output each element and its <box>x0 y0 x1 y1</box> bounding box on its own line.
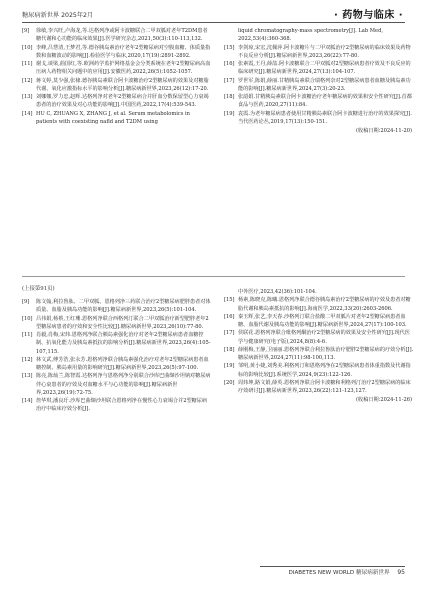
reference-number: [9] <box>22 28 30 34</box>
reference-number: [17] <box>224 330 235 337</box>
reference-text: 徐敏,李兴旺,卢海龙,等.达格列净或阿卡波糖联合二甲双胍对老年T2DM患者糖代谢和心功能的临床效果[J].医学研究杂志,2021,50(3):110-113,132. <box>36 28 208 43</box>
reference-text: HU C, ZHUANG X, ZHANG J, et al. Serum metabolomics in patients with coexisting nafld and T2DM using <box>36 110 190 125</box>
reference-item <box>22 315 212 332</box>
footer-journal-en: DIABETES NEW WORLD <box>288 570 355 576</box>
references-bottom-left <box>22 298 212 414</box>
reference-item <box>224 296 414 313</box>
reference-text: 袁霞.为老年糖尿病患者使用甘精胰岛素联合阿卡波糖进行治疗的效果探究[J].当代医药论丛,2019,17(13):150-151. <box>238 110 412 125</box>
references-top-right <box>224 27 414 135</box>
reference-number: [14] <box>22 398 33 404</box>
references-bottom-right <box>224 288 414 405</box>
reference-text: 詹华琪,潘良玗.沙库巴曲缬沙坦联合恩格列净在慢性心力衰竭合并2型糖尿病治疗中临床疗效分析[J]. <box>36 398 208 413</box>
reference-item <box>224 329 414 346</box>
reference-item <box>224 313 414 330</box>
reference-text: 邹明,黄小婕,刘秀美.利格列汀和恩格列净在2型糖尿病患者体重指数及代谢指标的影响比较[J].系统医学,2024,9(23):122-126. <box>238 363 411 378</box>
reference-number: [20] <box>224 379 235 386</box>
reference-number: [13] <box>22 94 33 100</box>
reference-text: 林文武,傅芳浩,张永芳.恩格列净联合胰岛素强化治疗对老年2型糖尿病患者血糖控制、胰岛素用量的影响研究[J].糖尿病新世界,2023,26(5):97-100. <box>36 356 209 371</box>
reference-number: [17] <box>224 77 235 84</box>
reference-number: [11] <box>22 61 33 67</box>
reference-item <box>22 60 212 77</box>
reference-item <box>224 77 414 94</box>
reference-item <box>22 372 212 397</box>
reference-item <box>22 298 212 315</box>
reference-text: 陈文翰,利拉鲁肽、二甲双胍、恩格列净三药联合治疗2型糖尿病肥胖患者对体质量、血脂及胰岛功能的影响[J].糖尿病新世界,2023,26(5):101-104. <box>36 299 211 314</box>
reference-number: [11] <box>22 332 33 338</box>
reference-text: 张素霞,王丹,薛喆.阿卡波糖联合二甲双胍对2型糖尿病患者疗效及不良反应的临床研究[J].糖尿病新世界,2024,27(13):104-107. <box>238 61 411 76</box>
references-top-left <box>22 27 212 126</box>
footer-journal-cn: 糖尿病新世界 <box>356 570 390 576</box>
reference-item <box>224 362 414 379</box>
journal-issue: 糖尿病新世界 2025年2月 <box>22 12 94 19</box>
reference-text: 周炜坤,路文娟,薛英.恩格列净联合阿卡波糖和利格列汀治疗2型糖尿病的临床疗效研讨[J].糖尿病新世界,2023,26(22):121-123,127. <box>238 379 411 394</box>
reference-number: [12] <box>22 77 33 84</box>
reference-text: 李峰,吕慧清,王梦君,等.德谷胰岛素治疗老年2型糖尿病对空腹血糖、体质量指数和血糖波动的影响[J].检验医学与临床,2020,17(19):2891-2892. <box>36 44 211 59</box>
reference-item <box>22 77 212 94</box>
reference-text: 秦玉辉,张艺,李天春.沙格列汀联合盐酸二甲双胍片对老年2型糖尿病患者血糖、血脂代谢及胰岛功能的影响[J].糖尿病新世界,2024,27(17):100-103. <box>238 313 407 328</box>
reference-item <box>22 356 212 373</box>
reference-number: [12] <box>22 356 33 363</box>
reference-item <box>22 331 212 356</box>
reference-text: liquid chromatography-mass spectrometry[J]. Lab Med, 2022,53(4):360-368. <box>238 28 383 43</box>
reference-item <box>22 27 212 44</box>
reference-item <box>224 346 414 363</box>
reference-text: 陈亮,陈灿兰,陈智霞.达格列净与恩格列净分别联合沙库巴曲缬沙坦钠对糖尿病伴心衰患者的疗效及对血糖水平与心功能的影响[J].糖尿病新世界,2023,26(19):72-75. <box>36 373 211 396</box>
reference-item <box>224 27 414 44</box>
article-divider <box>22 276 405 277</box>
reference-number: [16] <box>224 61 235 67</box>
reference-number: [19] <box>224 110 235 117</box>
reference-text: 刘娜娜,罗力忠,赵辉.达格列净对老年2型糖尿病合并肝血分数保留型心力衰竭患者的治疗效果及对心功能的影响[J].中国医药,2022,17(4):539-543. <box>36 94 209 109</box>
reference-text: 张韶娟.甘精胰岛素联合阿卡波糖治疗老年糖尿病的效果和安全性研究[J].首都食品与医药,2020,27(11):84. <box>238 94 412 109</box>
page-footer <box>289 568 406 576</box>
header-divider <box>22 22 405 23</box>
reference-item <box>224 110 414 127</box>
page-number: 95 <box>397 569 405 576</box>
reference-number: [14] <box>22 110 33 117</box>
reference-text: 蒋文婷,莫少强,张棣.德谷胰岛素联合阿卡波糖治疗2型糖尿病的效果及对糖脂代谢、氧化应激指标水平的影响分析[J].糖尿病新世界,2023,26(12):17-20. <box>36 77 209 92</box>
reference-item <box>224 60 414 77</box>
reference-text: 谢戈,谈梁,曲国红,等.欧洲药学监护网络基金会分类系统在老年2型糖尿病高血压病人药物相关问题中的应用[J].安徽医药,2022,26(5):1052-1057. <box>36 61 211 76</box>
reference-number: [9] <box>22 299 30 305</box>
reference-number: [10] <box>22 44 33 51</box>
reference-item <box>224 379 414 396</box>
received-date-top: (收稿日期:2024-11-20) <box>356 128 412 134</box>
reference-item <box>224 288 414 296</box>
reference-number: [18] <box>224 346 235 353</box>
reference-number: [18] <box>224 94 235 100</box>
reference-text: 肖毅,肖梅,宋炜.恩格列净联合胰岛素强化治疗对老年2型糖尿病患者血糖控制、抗氧化能力及胰岛素抵抗的影响分析[J].糖尿病新世界,2023,26(4):105-107,115. <box>36 332 211 355</box>
reference-text: 李剑琼,宋宏,沈佩萍.阿卡波糖片与二甲双胍治疗2型糖尿病的临床效果及药物不良反应分析[J].糖尿病新世界,2023,26(22):77-80. <box>238 44 411 59</box>
reference-text: 中外医疗,2023,42(36):101-104. <box>238 289 317 295</box>
received-date-bottom: (收稿日期:2024-11-26) <box>356 397 412 404</box>
reference-text: 杨素,陈晓克,陈曦.恩格列净联合德谷胰岛素治疗2型糖尿病的疗效及患者对糖脂代谢和胰岛素抵抗的影响[J].海南医学,2022,33(20):2603-2606. <box>238 297 411 312</box>
reference-item <box>22 397 212 414</box>
reference-number: [19] <box>224 363 235 370</box>
continuation-note: (上接第91页) <box>22 286 55 292</box>
reference-number: [15] <box>224 297 235 304</box>
reference-text: 侯联花.恩格列净联合吡格列酮治疗2型糖尿病的效果及安全性研究[J].现代医学与健康研究(电子版),2024,8(8):4-6. <box>238 330 410 345</box>
reference-text: 罗世军,陈娟,薛丽.甘精胰岛素联合瑞格列奈对2型糖尿病患者血糖及胰岛素功能的影响[J].糖尿病新世界,2024,27(3):20-23. <box>238 77 411 92</box>
reference-number: [16] <box>224 313 235 320</box>
reference-number: [15] <box>224 44 235 51</box>
reference-item <box>22 44 212 61</box>
reference-number: [10] <box>22 315 33 322</box>
reference-item <box>224 44 414 61</box>
reference-number: [13] <box>22 373 33 380</box>
reference-item <box>22 93 212 110</box>
reference-text: 薛刚梅,王静,卫丽丽.恩格列净联合利拉鲁肽治疗肥胖2型糖尿病的疗效分析[J].糖尿病新世界,2024,27(11):98-100,113. <box>238 346 414 361</box>
reference-text: 吕伟娟,杨蔡,王红珊.恩格列净联合西格列汀联合二甲双胍治疗新型肥胖老年2型糖尿病患者的疗效和安全性比较[J].糖尿病新世界,2023,26(10):77-80. <box>36 315 209 330</box>
footer-divider <box>260 566 405 567</box>
reference-item <box>224 93 414 110</box>
section-title: · 药物与临床 · <box>333 10 403 21</box>
reference-item <box>22 110 212 127</box>
